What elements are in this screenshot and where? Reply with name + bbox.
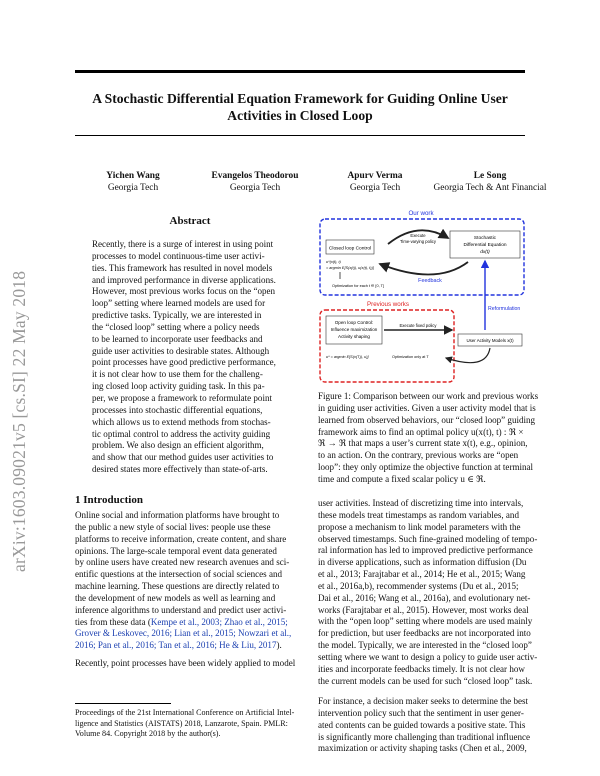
sde-line-1: Stochastic [473, 236, 497, 241]
previous-works-label: Previous works [367, 301, 409, 308]
body-line: et al., 2016a,b), recommender systems (Du et al., 2015; [318, 580, 519, 591]
figure-1-caption [318, 391, 539, 486]
abstract-line: and show that our method guides user activities to [92, 452, 274, 463]
body-line: these models treat timestamps as random variables, and [318, 509, 519, 520]
body-line: user activities. Instead of discretizing time into intervals, [318, 498, 524, 508]
caption-line: Figure 1: Comparison between our work and previous works [318, 391, 539, 401]
abstract-line: predictive tasks. Typically, we are interested in [92, 310, 262, 321]
title-line-1: A Stochastic Differential Equation Framework for Guiding Online User [92, 91, 508, 106]
body-line: is significantly more challenging than traditional influence [318, 731, 531, 742]
body-line: ated contents can be guided towards a positive state. This [318, 719, 526, 730]
body-line: maximization or activity shaping tasks (Chen et al., 2009, [318, 743, 527, 754]
optimization-only-label: Optimization only at T [392, 355, 429, 359]
user-activity-models-label: User Activity Models x(t) [466, 338, 514, 343]
caption-line: ℜ → ℜ that maps a user’s current state x(t), e.g., opinion, [318, 438, 528, 449]
body-line: intervention policy such that the sentiment in user gener- [318, 707, 524, 718]
body-line: ities and incorporate feedbacks timely. It is not clear how [318, 663, 525, 674]
abstract-line: ing closed loop activity guiding task. In this pa- [92, 381, 265, 392]
caption-line: to an action. On the contrary, previous works are “open [318, 450, 519, 461]
abstract-line: tic optimal control to address the activity guiding [92, 428, 271, 439]
right-column-paragraph-2 [318, 696, 531, 755]
abstract-line: it is not clear how to use them for the challeng- [92, 369, 263, 380]
author-name: Yichen Wang [106, 171, 160, 181]
citation-tail: ). [276, 640, 282, 651]
body-line: For instance, a decision maker seeks to determine the best [318, 696, 529, 706]
intro-line: ties from these data ( [75, 616, 151, 627]
sde-line-2: Differential Equation [463, 243, 507, 248]
arxiv-identifier: arXiv:1603.09021v5 [cs.SI] 22 May 2018 [9, 270, 29, 572]
intro-line: opinions. The large-scale temporal event data generated [75, 545, 277, 556]
section-heading-introduction: 1 Introduction [75, 494, 143, 506]
author-name: Apurv Verma [347, 171, 403, 181]
figure-1-diagram [318, 206, 526, 384]
time-varying-policy-label: Time-varying policy [400, 239, 436, 244]
author-affiliation: Georgia Tech & Ant Financial [433, 183, 547, 193]
intro-line-with-citation [75, 617, 301, 629]
footnote-rule [75, 703, 171, 704]
author-name: Evangelos Theodorou [211, 171, 299, 181]
open-formula-label: u* = argmin E[S(x(T)), u)] [326, 355, 369, 359]
open-loop-line-3: Activity shaping [338, 334, 370, 339]
our-work-label: Our work [408, 210, 434, 217]
body-line: the model. Typically, we are interested in the “closed loop” [318, 640, 532, 651]
intro-line-with-citation [75, 640, 301, 652]
body-line: Dai et al., 2016; Wang et al., 2016a), and evolutionary net- [318, 592, 531, 603]
body-line: for prediction, but user feedbacks are not incorporated into [318, 628, 531, 639]
abstract-body [92, 239, 288, 476]
reformulation-label: Reformulation [488, 306, 521, 312]
body-line: with the “open loop” setting where models are used mainly [318, 616, 533, 627]
author-affiliation: Georgia Tech [107, 183, 159, 193]
caption-line: framework aims to find an optimal policy u(x(t), t) : ℜ × [318, 426, 524, 437]
open-loop-line-2: Influence maximization [330, 327, 378, 332]
footnote-line: ligence and Statistics (AISTATS) 2018, Lanzarote, Spain. PMLR: [75, 718, 288, 728]
citation-link[interactable]: Grover & Leskovec, 2016; Lian et al., 2015; Nowzari et al., [75, 628, 292, 639]
feedback-arrow [380, 262, 468, 275]
abstract-line: per, we propose a framework to reformulate point [92, 392, 273, 403]
feedback-label: Feedback [418, 278, 442, 284]
caption-line: learned from observed behaviors, our “closed loop” guiding [318, 414, 536, 425]
title-line-2: Activities in Closed Loop [227, 108, 373, 123]
abstract-line: problem. We also design an efficient algorithm, [92, 440, 264, 451]
body-line: propose a mechanism to link model parameters with the [318, 521, 521, 532]
abstract-line: ties. This framework has resulted in novel models [92, 262, 273, 273]
intro-line: platforms to receive information, create content, and share [75, 533, 287, 544]
citation-link[interactable]: 2016; Pan et al., 2016; Tan et al., 2016; He & Liu, 2017 [75, 640, 277, 651]
policy-formula-line-1: u*(x(t), t) [326, 260, 341, 264]
author-3 [320, 170, 430, 194]
intro-line: entific questions at the intersection of social sciences and [75, 569, 283, 580]
intro-line: machine learning. These questions are directly related to [75, 581, 280, 592]
closed-loop-control-label: Closed loop Control [328, 246, 372, 252]
open-loop-line-1: Open loop Control: [334, 320, 374, 325]
footnote-proceedings [75, 708, 300, 740]
author-name: Le Song [473, 171, 507, 181]
title-top-rule [75, 70, 525, 73]
intro-line: Online social and information platforms have brought to [75, 510, 280, 520]
paper-title [75, 90, 525, 124]
body-line: observed timestamps. Such fine-grained modeling of tempo- [318, 533, 538, 544]
author-affiliation: Georgia Tech [349, 183, 401, 193]
body-line: et al., 2013; Farajtabar et al., 2014; He et al., 2015; Wang [318, 569, 526, 580]
footnote-line: Volume 84. Copyright 2018 by the author(s). [75, 729, 221, 738]
execute-label: Execute [410, 233, 426, 238]
intro-line: by online users have created new research avenues and sci- [75, 557, 290, 568]
abstract-line: desired states more effectively than state-of-arts. [92, 464, 268, 475]
abstract-line: to be learned to incorporate user feedbacks and [92, 333, 263, 344]
citation-link[interactable]: Kempe et al., 2003; Zhao et al., 2015; [150, 616, 288, 627]
intro-line: the public a new style of social lives: people use these [75, 521, 271, 532]
execute-fixed-label: Execute fixed policy [399, 323, 437, 328]
intro-line: inference algorithms to understand and predict user activi- [75, 604, 287, 615]
body-line: in diverse applications, such as information diffusion (Du [318, 557, 527, 568]
abstract-line: the “closed loop” setting where a policy needs [92, 321, 260, 332]
abstract-line: guide user activities to desirable states. Although [92, 345, 270, 356]
intro-paragraph-1 [75, 510, 301, 652]
abstract-line: processes to model continuous-time user activi- [92, 250, 265, 261]
abstract-line: Recently, there is a surge of interest in using point [92, 239, 274, 249]
intro-line: Recently, point processes have been widely applied to model [75, 658, 296, 668]
abstract-line: point processes have good predictive performance, [92, 357, 276, 368]
caption-line: time and compute a fixed scalar policy u ∈ ℜ. [318, 473, 486, 484]
optimization-each-label: Optimization for each t ∈ [0, T] [332, 284, 384, 288]
sde-line-3: dx(t) [480, 250, 490, 255]
abstract-line: processes into stochastic differential equations, [92, 404, 263, 415]
abstract-line: and improved performance in diverse applications. [92, 274, 276, 285]
intro-line: the development of new models as well as learning and [75, 592, 276, 603]
caption-line: loop”: they only optimize the objective function at terminal [318, 462, 534, 473]
right-column-paragraph-1 [318, 498, 538, 688]
author-affiliation: Georgia Tech [229, 183, 281, 193]
policy-formula-line-2: = argmin E[S(x(t)), u(x(t), t))] [326, 266, 374, 270]
terminal-feedback-arrow [446, 348, 490, 363]
abstract-heading: Abstract [169, 215, 211, 227]
author-2 [190, 170, 320, 194]
title-bottom-rule [75, 135, 525, 136]
footnote-line: Proceedings of the 21st International Conference on Artificial Intel- [75, 708, 295, 717]
author-4 [420, 170, 560, 194]
caption-line: in guiding user activities. Given a user activity model that is [318, 402, 536, 413]
author-1 [78, 170, 188, 194]
body-line: ral information has led to improved predictive performance [318, 545, 533, 556]
intro-paragraph-2 [75, 658, 301, 670]
abstract-line: loop” setting where learned models are used for [92, 298, 266, 309]
abstract-line: However, most previous works focus on the “open [92, 286, 276, 297]
body-line: works (Farajtabar et al., 2015). However, most works deal [318, 604, 529, 615]
body-line: the current models can be used for such “closed loop” task. [318, 675, 533, 686]
abstract-line: which allows us to extend methods from stochas- [92, 416, 271, 427]
body-line: setting where we want to design a policy to guide user activ- [318, 651, 538, 662]
